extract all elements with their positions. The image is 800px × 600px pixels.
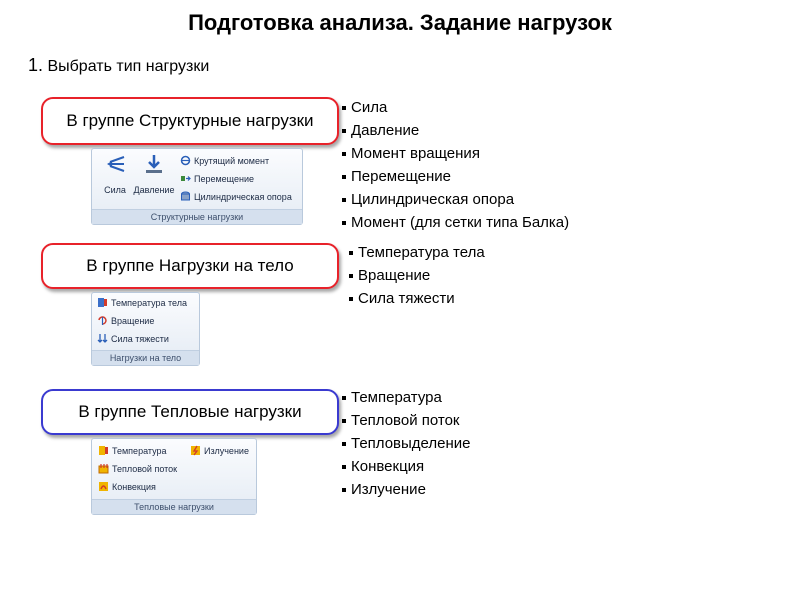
- torque-label: Крутящий момент: [194, 155, 270, 166]
- thermal-loads-ribbon: [91, 438, 257, 515]
- pressure-label: Давление: [133, 185, 175, 195]
- body-loads-ribbon: [91, 292, 200, 366]
- temperature-label: Температура: [112, 445, 167, 456]
- force-icon: [104, 153, 126, 175]
- list-item: Перемещение: [342, 165, 569, 188]
- gravity-button[interactable]: [97, 333, 169, 344]
- list-item: Тепловой поток: [342, 409, 471, 432]
- force-button[interactable]: [100, 153, 130, 195]
- radiation-button[interactable]: [190, 445, 249, 456]
- page-title: Подготовка анализа. Задание нагрузок: [188, 10, 612, 35]
- step-text: Выбрать тип нагрузки: [47, 58, 210, 75]
- gravity-icon: [97, 333, 108, 344]
- list-item: Момент (для сетки типа Балка): [342, 211, 569, 234]
- body-temperature-icon: [97, 297, 108, 308]
- list-item: Вращение: [349, 264, 485, 287]
- structural-loads-label: В группе Структурные нагрузки: [66, 111, 314, 130]
- list-item: Температура тела: [349, 241, 485, 264]
- convection-icon: [98, 481, 109, 492]
- displacement-label: Перемещение: [194, 173, 254, 184]
- list-item: Давление: [342, 119, 569, 142]
- body-loads-list: [349, 241, 485, 310]
- cylindrical-support-label: Цилиндрическая опора: [194, 191, 292, 202]
- body-temperature-label: Температура тела: [111, 297, 187, 308]
- thermal-loads-label-box: [41, 389, 339, 435]
- pressure-icon: [143, 153, 165, 175]
- body-loads-label-box: [41, 243, 339, 289]
- list-item: Температура: [342, 386, 471, 409]
- convection-label: Конвекция: [112, 481, 156, 492]
- temperature-icon: [98, 445, 109, 456]
- rotation-button[interactable]: [97, 315, 154, 326]
- body-loads-label: В группе Нагрузки на тело: [86, 256, 294, 275]
- body-temperature-button[interactable]: [97, 297, 187, 308]
- cylindrical-support-icon: [180, 191, 191, 202]
- structural-loads-label-box: [41, 97, 339, 145]
- list-item: Сила тяжести: [349, 287, 485, 310]
- torque-button[interactable]: [180, 155, 269, 166]
- step-number: 1.: [28, 55, 44, 75]
- step-instruction: [28, 55, 209, 76]
- thermal-ribbon-caption: Тепловые нагрузки: [92, 499, 256, 514]
- radiation-icon: [190, 445, 201, 456]
- rotation-icon: [97, 315, 108, 326]
- torque-icon: [180, 155, 191, 166]
- structural-loads-ribbon: [91, 148, 303, 225]
- gravity-label: Сила тяжести: [111, 333, 169, 344]
- structural-loads-list: [342, 96, 569, 234]
- convection-button[interactable]: [98, 481, 156, 492]
- thermal-loads-list: [342, 386, 471, 501]
- heat-flux-icon: [98, 463, 109, 474]
- list-item: Момент вращения: [342, 142, 569, 165]
- list-item: Излучение: [342, 478, 471, 501]
- list-item: Конвекция: [342, 455, 471, 478]
- displacement-icon: [180, 173, 191, 184]
- list-item: Тепловыделение: [342, 432, 471, 455]
- heat-flux-button[interactable]: [98, 463, 177, 474]
- pressure-button[interactable]: [132, 153, 176, 195]
- list-item: Цилиндрическая опора: [342, 188, 569, 211]
- heat-flux-label: Тепловой поток: [112, 463, 178, 474]
- body-ribbon-caption: Нагрузки на тело: [92, 350, 199, 365]
- displacement-button[interactable]: [180, 173, 254, 184]
- temperature-button[interactable]: [98, 445, 167, 456]
- cylindrical-support-button[interactable]: [180, 191, 292, 202]
- structural-ribbon-caption: Структурные нагрузки: [92, 209, 302, 224]
- list-item: Сила: [342, 96, 569, 119]
- rotation-label: Вращение: [111, 315, 155, 326]
- force-label: Сила: [104, 185, 126, 195]
- radiation-label: Излучение: [204, 445, 249, 456]
- thermal-loads-label: В группе Тепловые нагрузки: [78, 402, 302, 421]
